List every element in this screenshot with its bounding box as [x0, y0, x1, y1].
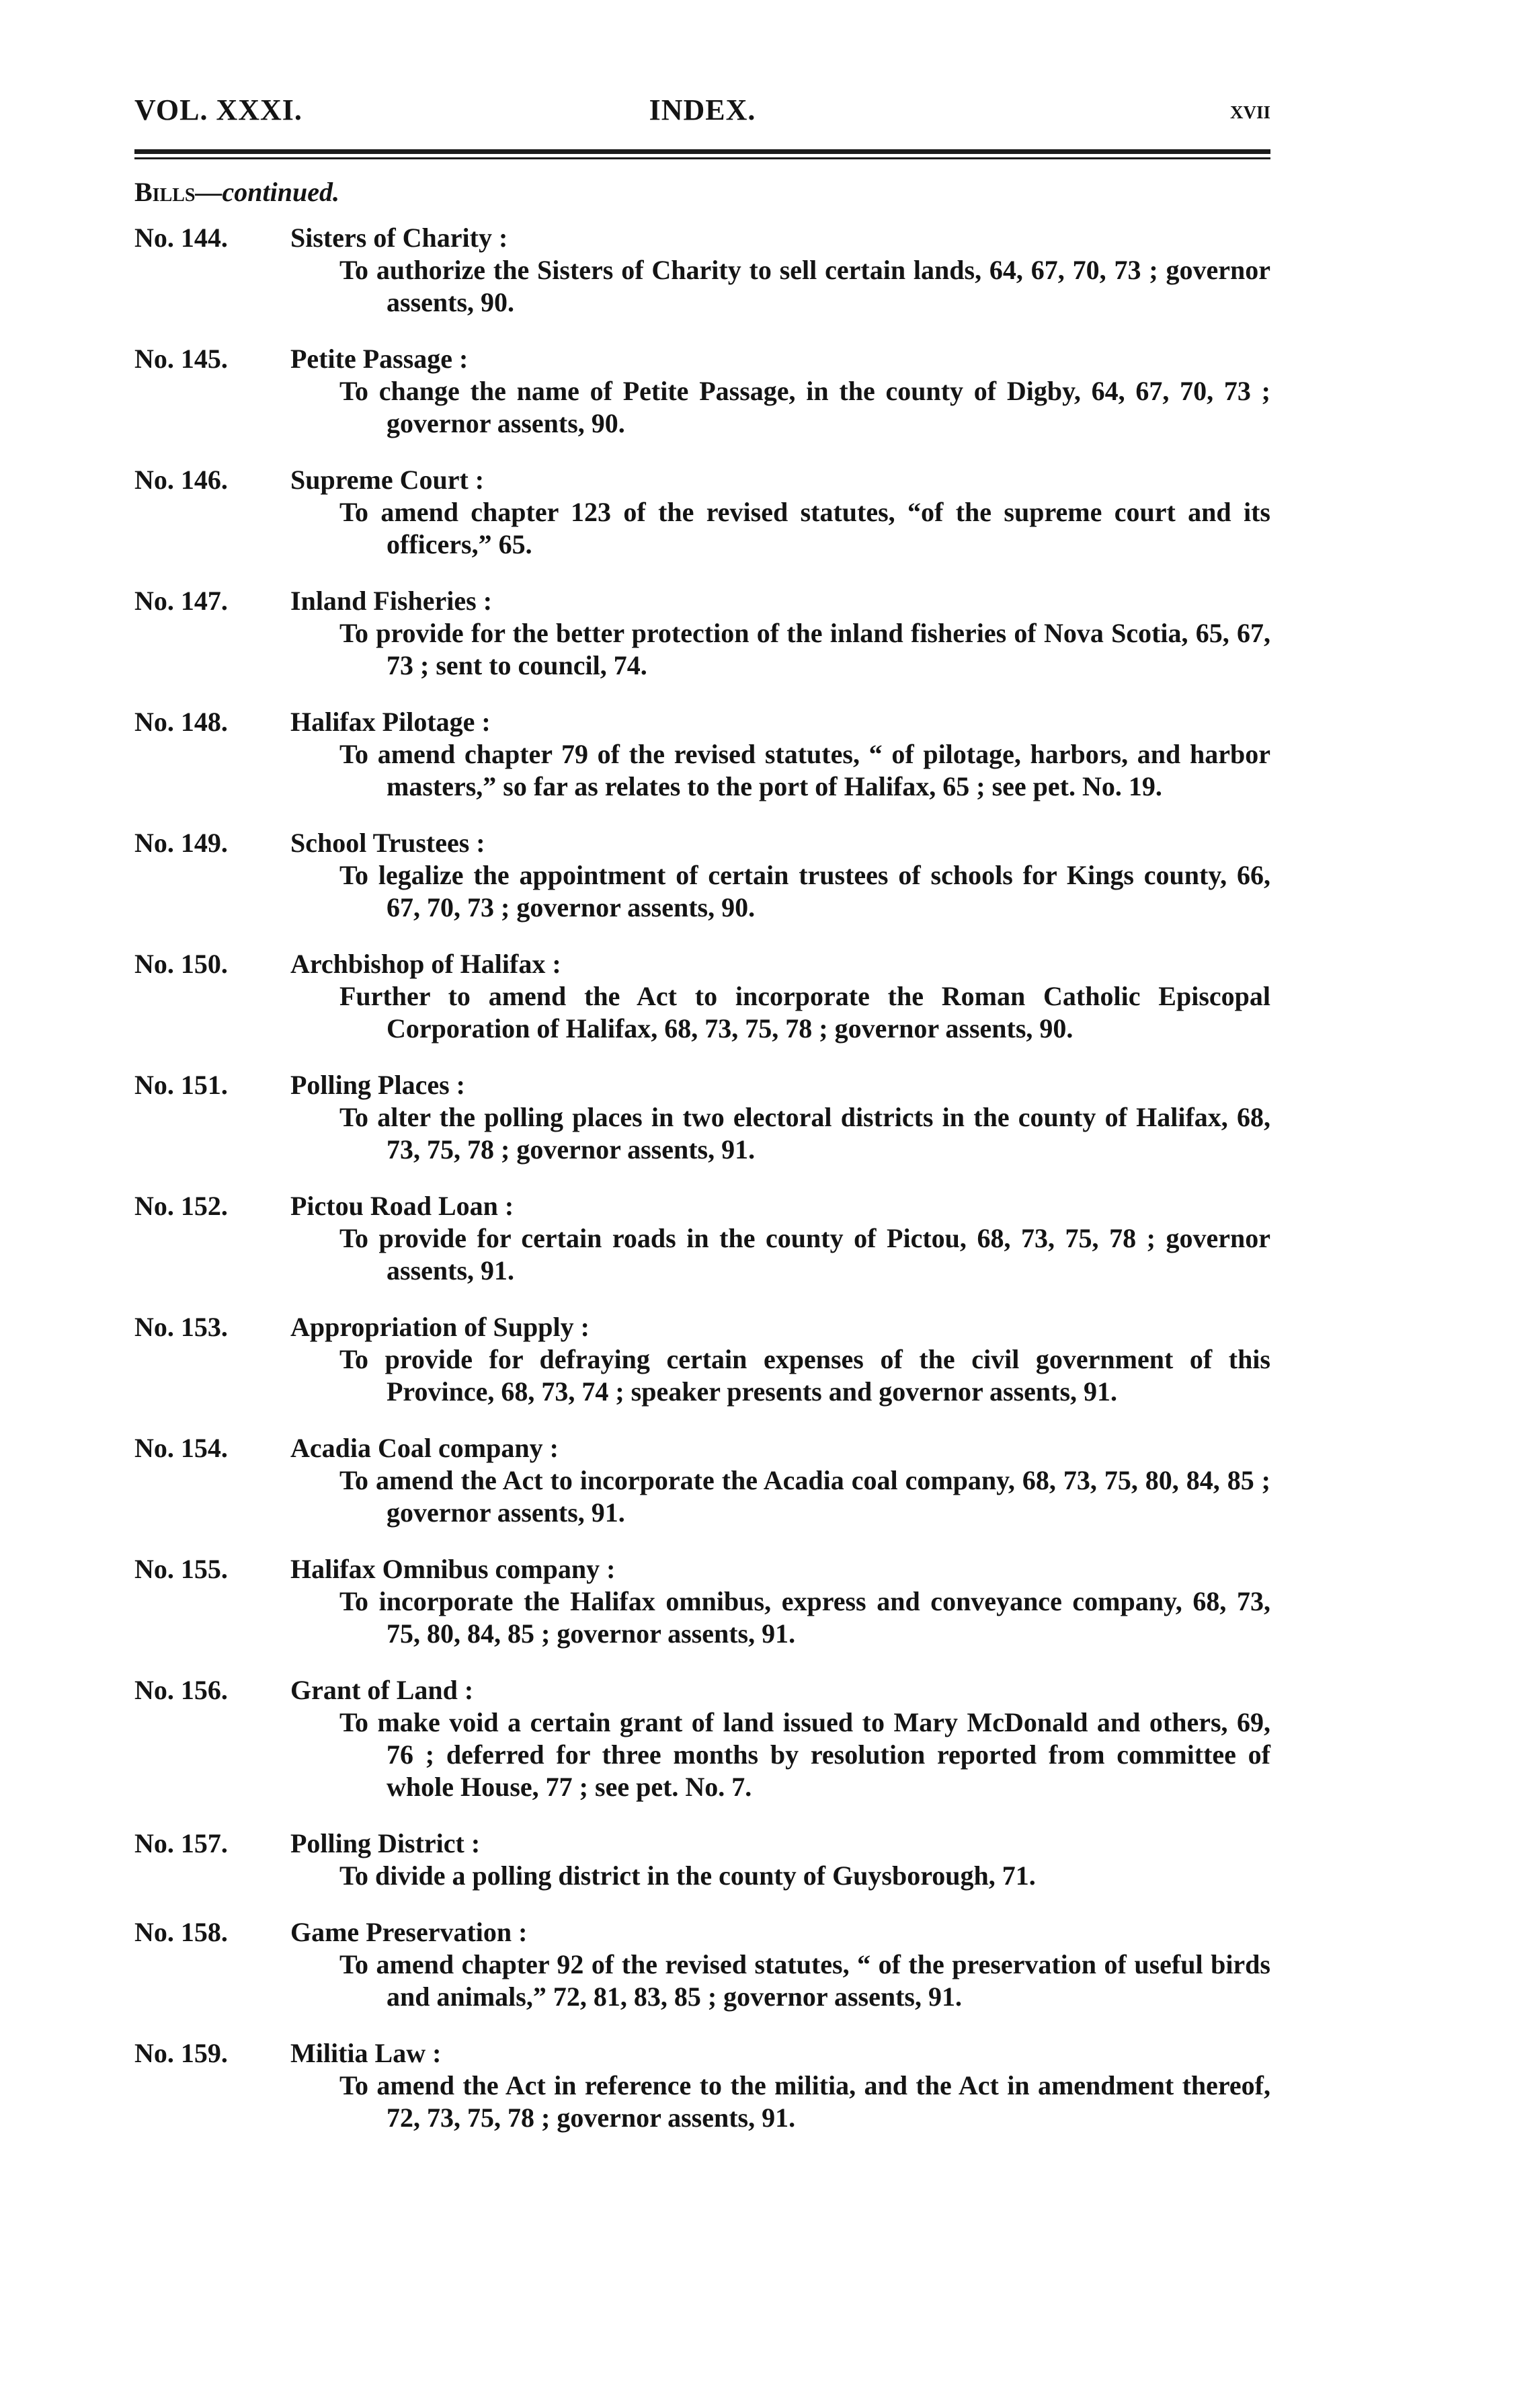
bill-description: To provide for the better protection of the inland fisheries of Nova Scotia, 65, 67, 73 ; sent to council, 74.	[339, 618, 1270, 680]
bill-title: Supreme Court :	[290, 465, 485, 495]
bill-description: To amend chapter 79 of the revised statutes, “ of pilotage, harbors, and harbor masters,” so far as relates to the port of Halifax, 65 ; see pet. No. 19.	[339, 739, 1270, 801]
bill-title: Sisters of Charity :	[290, 223, 508, 253]
bill-description: To authorize the Sisters of Charity to sell certain lands, 64, 67, 70, 73 ; governor assents, 90.	[339, 255, 1270, 317]
bill-number: No. 155.	[134, 1554, 228, 1584]
bill-number: No. 158.	[134, 1917, 228, 1947]
bill-description: To make void a certain grant of land issued to Mary McDonald and others, 69, 76 ; deferred for three months by resolution reported from committee of whole House, 77 ; see pet. No. 7.	[339, 1707, 1270, 1802]
bill-entry	[134, 464, 1270, 561]
bill-description: To amend chapter 123 of the revised statutes, “of the supreme court and its officers,” 65.	[339, 497, 1270, 559]
bill-entry	[134, 1311, 1270, 1408]
header-rule-thin	[134, 157, 1270, 159]
bill-description: Further to amend the Act to incorporate the Roman Catholic Episcopal Corporation of Halifax, 68, 73, 75, 78 ; governor assents, 90.	[339, 981, 1270, 1044]
bill-number: No. 147.	[134, 586, 228, 616]
bill-number: No. 154.	[134, 1433, 228, 1463]
bill-entry	[134, 706, 1270, 803]
bill-description: To change the name of Petite Passage, in the county of Digby, 64, 67, 70, 73 ; governor assents, 90.	[339, 376, 1270, 438]
bill-entry	[134, 948, 1270, 1045]
bill-entries-list	[134, 222, 1270, 2158]
bill-title: Appropriation of Supply :	[290, 1312, 590, 1342]
bill-title: Militia Law :	[290, 2038, 442, 2068]
bill-entry	[134, 222, 1270, 319]
bill-description: To legalize the appointment of certain trustees of schools for Kings county, 66, 67, 70, 73 ; governor assents, 90.	[339, 860, 1270, 922]
bill-title: Grant of Land :	[290, 1675, 474, 1705]
bill-number: No. 144.	[134, 223, 228, 253]
bill-number: No. 153.	[134, 1312, 228, 1342]
bill-entry	[134, 2037, 1270, 2134]
bill-title: Halifax Omnibus company :	[290, 1554, 616, 1584]
bill-number: No. 151.	[134, 1070, 228, 1100]
bill-entry	[134, 1828, 1270, 1892]
bill-title: Acadia Coal company :	[290, 1433, 559, 1463]
section-heading	[134, 176, 339, 208]
bill-title: Petite Passage :	[290, 344, 469, 374]
volume-label: VOL. XXXI.	[134, 93, 302, 126]
bill-title: Inland Fisheries :	[290, 586, 493, 616]
bill-entry	[134, 1432, 1270, 1529]
page-number: xvii	[1229, 96, 1270, 124]
bill-title: Halifax Pilotage :	[290, 707, 491, 737]
bill-entry	[134, 1190, 1270, 1287]
bill-description: To provide for certain roads in the county of Pictou, 68, 73, 75, 78 ; governor assents, 91.	[339, 1223, 1270, 1286]
bill-number: No. 159.	[134, 2038, 228, 2068]
bill-number: No. 152.	[134, 1191, 228, 1221]
bill-title: Game Preservation :	[290, 1917, 528, 1947]
bill-entry	[134, 1916, 1270, 2013]
bill-number: No. 157.	[134, 1828, 228, 1858]
bill-entry	[134, 585, 1270, 682]
bill-entry	[134, 343, 1270, 440]
bill-number: No. 150.	[134, 949, 228, 979]
bill-number: No. 156.	[134, 1675, 228, 1705]
bill-entry	[134, 1069, 1270, 1166]
bill-number: No. 149.	[134, 828, 228, 858]
bill-entry	[134, 827, 1270, 924]
bill-title: Polling Places :	[290, 1070, 465, 1100]
page-header	[134, 93, 1270, 140]
bill-title: School Trustees :	[290, 828, 485, 858]
bill-description: To amend chapter 92 of the revised statutes, “ of the preservation of useful birds and animals,” 72, 81, 83, 85 ; governor assents, 91.	[339, 1949, 1270, 2012]
bill-title: Polling District :	[290, 1828, 481, 1858]
bill-description: To incorporate the Halifax omnibus, express and conveyance company, 68, 73, 75, 80, 84, 85 ; governor assents, 91.	[339, 1586, 1270, 1649]
bill-description: To alter the polling places in two electoral districts in the county of Halifax, 68, 73, 75, 78 ; governor assents, 91.	[339, 1102, 1270, 1165]
bill-title: Pictou Road Loan :	[290, 1191, 514, 1221]
bill-number: No. 148.	[134, 707, 228, 737]
bill-description: To provide for defraying certain expenses of the civil government of this Province, 68, 73, 74 ; speaker presents and governor assents, 91.	[339, 1344, 1270, 1407]
bill-description: To amend the Act to incorporate the Acadia coal company, 68, 73, 75, 80, 84, 85 ; governor assents, 91.	[339, 1465, 1270, 1528]
page-title: INDEX.	[649, 93, 756, 126]
bill-entry	[134, 1674, 1270, 1803]
section-suffix: —continued.	[195, 177, 339, 207]
bill-description: To divide a polling district in the county of Guysborough, 71.	[339, 1860, 1036, 1891]
bill-description: To amend the Act in reference to the militia, and the Act in amendment thereof, 72, 73, 75, 78 ; governor assents, 91.	[339, 2070, 1270, 2133]
bill-title: Archbishop of Halifax :	[290, 949, 561, 979]
bill-number: No. 146.	[134, 465, 228, 495]
header-rule-thick	[134, 149, 1270, 154]
bill-entry	[134, 1553, 1270, 1650]
bill-number: No. 145.	[134, 344, 228, 374]
section-name: Bills	[134, 177, 196, 207]
